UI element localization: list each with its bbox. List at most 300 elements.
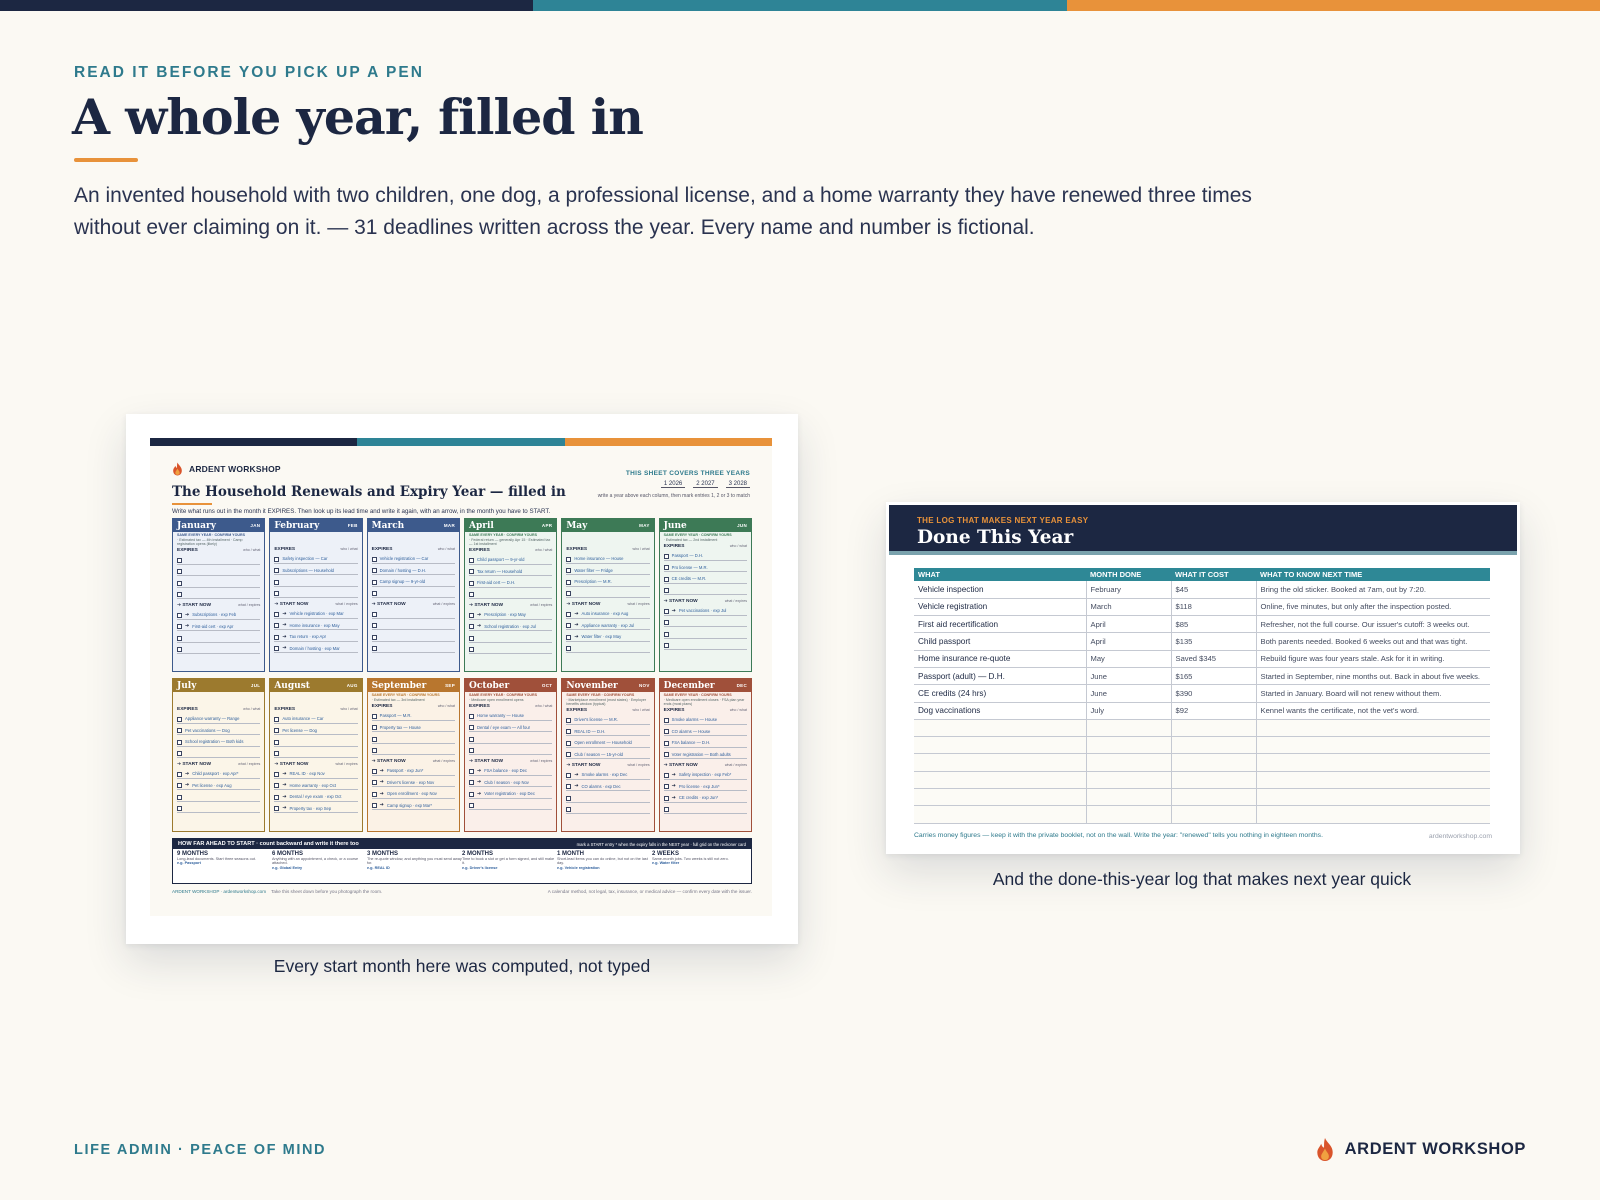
log-blank-cell[interactable] — [914, 719, 1086, 736]
checkbox[interactable] — [566, 729, 571, 734]
expires-row[interactable] — [274, 552, 357, 564]
checkbox[interactable] — [274, 795, 279, 800]
expires-row[interactable] — [177, 565, 260, 577]
checkbox[interactable] — [566, 557, 571, 562]
expires-row[interactable] — [274, 735, 357, 747]
checkbox[interactable] — [664, 565, 669, 570]
checkbox[interactable] — [566, 807, 571, 812]
expires-row[interactable] — [566, 564, 649, 576]
log-cell: July — [1086, 702, 1171, 719]
checkbox[interactable] — [566, 612, 571, 617]
checkbox[interactable] — [469, 569, 474, 574]
expires-row[interactable] — [372, 587, 455, 599]
checkbox[interactable] — [274, 740, 279, 745]
month-card — [659, 518, 752, 672]
start-row[interactable] — [372, 619, 455, 631]
expires-row[interactable] — [177, 576, 260, 588]
start-row[interactable] — [664, 604, 747, 616]
checkbox[interactable] — [274, 646, 279, 651]
checkbox[interactable] — [469, 624, 474, 629]
expires-row[interactable] — [372, 721, 455, 733]
month-name: September — [371, 680, 427, 691]
start-row[interactable] — [469, 787, 552, 799]
sheet-year[interactable]: 3 2028 — [726, 481, 750, 488]
start-row[interactable] — [469, 799, 552, 811]
expires-row[interactable] — [372, 575, 455, 587]
start-row[interactable] — [566, 630, 649, 642]
expires-row[interactable] — [177, 553, 260, 565]
entry-text: Pet vaccinations · exp Jul — [678, 608, 727, 613]
start-row[interactable] — [566, 607, 649, 619]
expires-row[interactable] — [566, 748, 649, 760]
checkbox[interactable] — [469, 769, 474, 774]
log-blank-cell[interactable] — [1256, 754, 1490, 771]
expires-row[interactable] — [566, 725, 649, 737]
arrow-icon: ➔ — [282, 610, 287, 617]
expires-row[interactable] — [177, 588, 260, 600]
start-row[interactable] — [566, 619, 649, 631]
checkbox[interactable] — [177, 728, 182, 733]
month-abbr: MAY — [639, 523, 650, 528]
expires-row[interactable] — [469, 744, 552, 756]
month-note: SAME EVERY YEAR · CONFIRM YOURS — [566, 693, 635, 697]
arrow-icon: ➔ — [574, 633, 579, 640]
log-blank-cell[interactable] — [1171, 771, 1256, 788]
arrow-icon: ➔ — [663, 763, 670, 769]
start-row[interactable] — [274, 619, 357, 631]
checkbox[interactable] — [274, 772, 279, 777]
start-row[interactable] — [177, 802, 260, 814]
checkbox[interactable] — [566, 635, 571, 640]
expires-row[interactable] — [566, 736, 649, 748]
lead-time-heading: 2 WEEKS — [652, 851, 680, 857]
log-cell: June — [1086, 685, 1171, 702]
start-row[interactable] — [566, 791, 649, 803]
entry-text: Pet vaccinations — Dog — [185, 727, 230, 733]
expires-row[interactable] — [469, 709, 552, 721]
start-row[interactable] — [469, 620, 552, 632]
checkbox[interactable] — [372, 725, 377, 730]
checkbox[interactable] — [566, 752, 571, 757]
lead-time-column — [367, 851, 462, 870]
lead-time-example: e.g. Global Entry — [272, 865, 303, 870]
checkbox[interactable] — [664, 609, 669, 614]
checkbox[interactable] — [469, 558, 474, 563]
log-cell: $85 — [1171, 616, 1256, 633]
checkbox[interactable] — [177, 717, 182, 722]
start-row[interactable] — [664, 791, 747, 803]
start-row[interactable] — [566, 780, 649, 792]
start-row[interactable] — [664, 803, 747, 815]
start-label-text: START NOW — [182, 603, 212, 609]
checkbox[interactable] — [372, 792, 377, 797]
sheet-brand — [172, 462, 281, 476]
log-blank-cell[interactable] — [914, 771, 1086, 788]
checkbox[interactable] — [469, 725, 474, 730]
checkbox[interactable] — [664, 643, 669, 648]
checkbox[interactable] — [274, 635, 279, 640]
arrow-icon: ➔ — [574, 771, 579, 778]
log-row — [914, 702, 1490, 719]
expires-label: EXPIRES — [566, 547, 588, 552]
log-blank-row[interactable] — [914, 737, 1490, 754]
month-name: November — [566, 680, 618, 691]
checkbox[interactable] — [372, 568, 377, 573]
checkbox[interactable] — [664, 796, 669, 801]
start-row[interactable] — [177, 643, 260, 655]
expires-row[interactable] — [664, 736, 747, 748]
checkbox[interactable] — [274, 568, 279, 573]
entry-text: Camp signup — 9-yr-old — [379, 579, 426, 584]
start-row[interactable] — [372, 630, 455, 642]
start-row[interactable] — [372, 799, 455, 811]
month-abbr: JUN — [737, 523, 747, 528]
checkbox[interactable] — [664, 741, 669, 746]
start-row[interactable] — [177, 790, 260, 802]
checkbox[interactable] — [274, 557, 279, 562]
checkbox[interactable] — [177, 806, 182, 811]
expires-row[interactable] — [664, 713, 747, 725]
checkbox[interactable] — [469, 748, 474, 753]
expires-row[interactable] — [664, 572, 747, 584]
checkbox[interactable] — [372, 612, 377, 617]
checkbox[interactable] — [372, 646, 377, 651]
expires-row[interactable] — [372, 552, 455, 564]
log-cell: $135 — [1171, 633, 1256, 650]
log-blank-cell[interactable] — [914, 737, 1086, 754]
start-row[interactable] — [274, 607, 357, 619]
month-name: February — [274, 520, 320, 531]
checkbox[interactable] — [274, 717, 279, 722]
start-row[interactable] — [469, 608, 552, 620]
checkbox[interactable] — [274, 612, 279, 617]
arrow-icon: ➔ — [282, 622, 287, 628]
log-blank-row[interactable] — [914, 806, 1490, 823]
checkbox[interactable] — [469, 592, 474, 597]
start-row[interactable] — [274, 802, 357, 814]
checkbox[interactable] — [566, 646, 571, 651]
sheet-year[interactable]: 1 2026 — [661, 481, 685, 488]
month-name: January — [177, 520, 216, 531]
expires-row[interactable] — [664, 725, 747, 737]
checkbox[interactable] — [274, 580, 279, 585]
checkbox[interactable] — [566, 580, 571, 585]
log-cell: $118 — [1171, 598, 1256, 615]
start-label-text: START NOW — [474, 759, 504, 764]
start-row[interactable] — [469, 776, 552, 788]
log-blank-cell[interactable] — [1086, 754, 1171, 771]
start-row[interactable] — [274, 790, 357, 802]
start-row[interactable] — [177, 620, 260, 632]
checkbox[interactable] — [177, 636, 182, 641]
checkbox[interactable] — [664, 729, 669, 734]
checkbox[interactable] — [664, 554, 669, 559]
checkbox[interactable] — [469, 613, 474, 618]
expires-row[interactable] — [469, 588, 552, 600]
expires-row[interactable] — [566, 713, 649, 725]
checkbox[interactable] — [566, 773, 571, 778]
checkbox[interactable] — [566, 568, 571, 573]
checkbox[interactable] — [664, 784, 669, 789]
checkbox[interactable] — [372, 635, 377, 640]
start-row[interactable] — [372, 776, 455, 788]
month-name: December — [663, 680, 715, 691]
done-log-card — [886, 502, 1520, 854]
checkbox[interactable] — [664, 632, 669, 637]
month-header — [173, 519, 264, 532]
log-blank-row[interactable] — [914, 754, 1490, 771]
log-row — [914, 616, 1490, 633]
log-blank-cell[interactable] — [1171, 719, 1256, 736]
expires-row[interactable] — [274, 564, 357, 576]
start-row[interactable] — [664, 627, 747, 639]
log-blank-row[interactable] — [914, 719, 1490, 736]
checkbox[interactable] — [469, 737, 474, 742]
log-blank-cell[interactable] — [914, 806, 1086, 823]
checkbox[interactable] — [177, 783, 182, 788]
log-blank-cell[interactable] — [914, 754, 1086, 771]
expires-row[interactable] — [469, 553, 552, 565]
log-blank-cell[interactable] — [1171, 754, 1256, 771]
checkbox[interactable] — [664, 577, 669, 582]
checkbox[interactable] — [177, 624, 182, 629]
checkbox[interactable] — [566, 718, 571, 723]
log-blank-cell[interactable] — [1086, 806, 1171, 823]
checkbox[interactable] — [274, 751, 279, 756]
start-label-text: START NOW — [669, 763, 698, 769]
start-row[interactable] — [372, 607, 455, 619]
entry-text: First-aid cert · exp Apr — [192, 623, 234, 629]
entry-text: REAL ID · exp Nov — [289, 771, 325, 776]
checkbox[interactable] — [469, 714, 474, 719]
checkbox[interactable] — [274, 728, 279, 733]
expires-row[interactable] — [469, 732, 552, 744]
expires-row[interactable] — [372, 709, 455, 721]
checkbox[interactable] — [372, 769, 377, 774]
start-row[interactable] — [274, 779, 357, 791]
start-sub-label: what / expires — [335, 602, 358, 606]
checkbox[interactable] — [372, 714, 377, 719]
checkbox[interactable] — [372, 737, 377, 742]
checkbox[interactable] — [372, 557, 377, 562]
checkbox[interactable] — [177, 569, 182, 574]
checkbox[interactable] — [664, 718, 669, 723]
expires-row[interactable] — [469, 721, 552, 733]
log-blank-cell[interactable] — [1171, 789, 1256, 806]
expires-row[interactable] — [274, 587, 357, 599]
start-row[interactable] — [469, 764, 552, 776]
start-row[interactable] — [664, 639, 747, 651]
checkbox[interactable] — [177, 772, 182, 777]
arrow-icon: ➔ — [671, 783, 676, 790]
checkbox[interactable] — [372, 623, 377, 628]
log-blank-cell[interactable] — [1171, 806, 1256, 823]
checkbox[interactable] — [372, 748, 377, 753]
checkbox[interactable] — [469, 803, 474, 808]
expires-row[interactable] — [664, 549, 747, 561]
entry-text: Smoke alarms — House — [671, 717, 718, 723]
start-row[interactable] — [566, 768, 649, 780]
log-blank-row[interactable] — [914, 771, 1490, 788]
checkbox[interactable] — [469, 636, 474, 641]
checkbox[interactable] — [372, 591, 377, 596]
log-blank-cell[interactable] — [1256, 789, 1490, 806]
log-blank-cell[interactable] — [1171, 737, 1256, 754]
start-row[interactable] — [664, 780, 747, 792]
checkbox[interactable] — [566, 591, 571, 596]
lead-time-example: e.g. Water filter — [652, 861, 680, 866]
expires-row[interactable] — [274, 724, 357, 736]
start-row[interactable] — [177, 779, 260, 791]
lead-time-heading: 3 MONTHS — [367, 851, 399, 857]
checkbox[interactable] — [664, 588, 669, 593]
expires-row[interactable] — [469, 576, 552, 588]
expires-row[interactable] — [274, 712, 357, 724]
expires-row[interactable] — [177, 712, 260, 724]
checkbox[interactable] — [469, 780, 474, 785]
checkbox[interactable] — [177, 795, 182, 800]
expires-row[interactable] — [664, 584, 747, 596]
checkbox[interactable] — [177, 613, 182, 618]
expires-row[interactable] — [664, 748, 747, 760]
entry-text: Camp signup · exp Mar* — [386, 802, 433, 808]
entry-text: Vehicle registration · exp Mar — [289, 611, 344, 616]
expires-row[interactable] — [372, 732, 455, 744]
checkbox[interactable] — [274, 591, 279, 596]
start-row[interactable] — [372, 764, 455, 776]
expires-row[interactable] — [177, 747, 260, 759]
log-cell: Kennel wants the certificate, not the vet's word. — [1256, 702, 1490, 719]
arrow-icon: ➔ — [185, 770, 190, 777]
log-blank-cell[interactable] — [1256, 719, 1490, 736]
log-cell: April — [1086, 616, 1171, 633]
start-row[interactable] — [274, 767, 357, 779]
expires-row[interactable] — [372, 744, 455, 756]
start-row[interactable] — [274, 642, 357, 654]
expires-row[interactable] — [177, 735, 260, 747]
lead-time-column — [557, 851, 652, 870]
expires-row[interactable] — [566, 587, 649, 599]
expires-row[interactable] — [566, 575, 649, 587]
start-row[interactable] — [566, 803, 649, 815]
log-footer-url: ardentworkshop.com — [1428, 833, 1492, 840]
start-row[interactable] — [177, 767, 260, 779]
checkbox[interactable] — [664, 752, 669, 757]
arrow-icon: ➔ — [185, 611, 190, 618]
month-sub: · Medicare open enrollment opens — [469, 697, 524, 702]
log-blank-cell[interactable] — [1256, 771, 1490, 788]
entry-text: Auto insurance · exp Aug — [581, 611, 629, 616]
who-label: who / what — [632, 547, 650, 551]
start-row[interactable] — [566, 642, 649, 654]
checkbox[interactable] — [664, 620, 669, 625]
log-header — [889, 505, 1517, 555]
start-row[interactable] — [664, 616, 747, 628]
entry-text: CO alarms — House — [671, 728, 711, 734]
checkbox[interactable] — [566, 623, 571, 628]
log-cell: February — [1086, 581, 1171, 598]
log-cell: March — [1086, 598, 1171, 615]
log-blank-cell[interactable] — [1256, 806, 1490, 823]
checkbox[interactable] — [372, 580, 377, 585]
month-abbr: JUL — [250, 683, 261, 688]
expires-row[interactable] — [372, 564, 455, 576]
checkbox[interactable] — [177, 558, 182, 563]
log-row — [914, 633, 1490, 650]
checkbox[interactable] — [372, 780, 377, 785]
expires-row[interactable] — [566, 552, 649, 564]
checkbox[interactable] — [664, 773, 669, 778]
start-row[interactable] — [177, 631, 260, 643]
start-sub-label: what / expires — [238, 762, 261, 766]
log-cell: April — [1086, 633, 1171, 650]
checkbox[interactable] — [469, 792, 474, 797]
checkbox[interactable] — [177, 592, 182, 597]
start-row[interactable] — [274, 630, 357, 642]
entry-text: School registration · exp Jul — [484, 623, 536, 629]
checkbox[interactable] — [566, 796, 571, 801]
checkbox[interactable] — [274, 783, 279, 788]
log-blank-cell[interactable] — [1256, 737, 1490, 754]
start-row[interactable] — [469, 631, 552, 643]
lead-time-description: Long-lead documents. Start three seasons out. — [177, 857, 256, 861]
start-label — [469, 603, 503, 608]
entry-text: Voter registration — Both adults — [671, 751, 731, 757]
start-row[interactable] — [469, 643, 552, 655]
checkbox[interactable] — [274, 806, 279, 811]
checkbox[interactable] — [664, 807, 669, 812]
start-row[interactable] — [664, 768, 747, 780]
lead-time-description: Same-month jobs. Two weeks is still not zero. — [652, 857, 729, 861]
start-row[interactable] — [177, 608, 260, 620]
log-blank-cell[interactable] — [914, 789, 1086, 806]
checkbox[interactable] — [372, 803, 377, 808]
log-cell: Bring the old sticker. Booked at 7am, out by 7:20. — [1256, 581, 1490, 598]
start-sub-label: what / expires — [335, 762, 358, 766]
who-label: who / what — [729, 544, 747, 548]
checkbox[interactable] — [274, 623, 279, 628]
checkbox[interactable] — [469, 581, 474, 586]
checkbox[interactable] — [469, 647, 474, 652]
log-blank-row[interactable] — [914, 789, 1490, 806]
expires-row[interactable] — [274, 575, 357, 587]
log-blank-cell[interactable] — [1086, 771, 1171, 788]
log-cell: Child passport — [914, 633, 1086, 650]
log-footer-note: Carries money figures — keep it with the private booklet, not on the wall. Write the year: "renewed" tells you nothing in eighteen months. — [914, 832, 1323, 839]
arrow-icon: ➔ — [185, 782, 190, 788]
log-blank-cell[interactable] — [1086, 719, 1171, 736]
expires-row[interactable] — [664, 561, 747, 573]
log-blank-cell[interactable] — [1086, 737, 1171, 754]
checkbox[interactable] — [177, 751, 182, 756]
expires-row[interactable] — [177, 724, 260, 736]
checkbox[interactable] — [177, 647, 182, 652]
month-card — [561, 678, 654, 832]
start-row[interactable] — [372, 787, 455, 799]
sheet-year[interactable]: 2 2027 — [693, 481, 717, 488]
log-blank-cell[interactable] — [1086, 789, 1171, 806]
expires-row[interactable] — [274, 747, 357, 759]
log-cell: $92 — [1171, 702, 1256, 719]
expires-row[interactable] — [469, 565, 552, 577]
checkbox[interactable] — [177, 740, 182, 745]
flame-icon — [172, 462, 183, 476]
checkbox[interactable] — [566, 741, 571, 746]
start-row[interactable] — [372, 642, 455, 654]
checkbox[interactable] — [177, 581, 182, 586]
month-abbr: NOV — [639, 683, 650, 688]
checkbox[interactable] — [566, 784, 571, 789]
